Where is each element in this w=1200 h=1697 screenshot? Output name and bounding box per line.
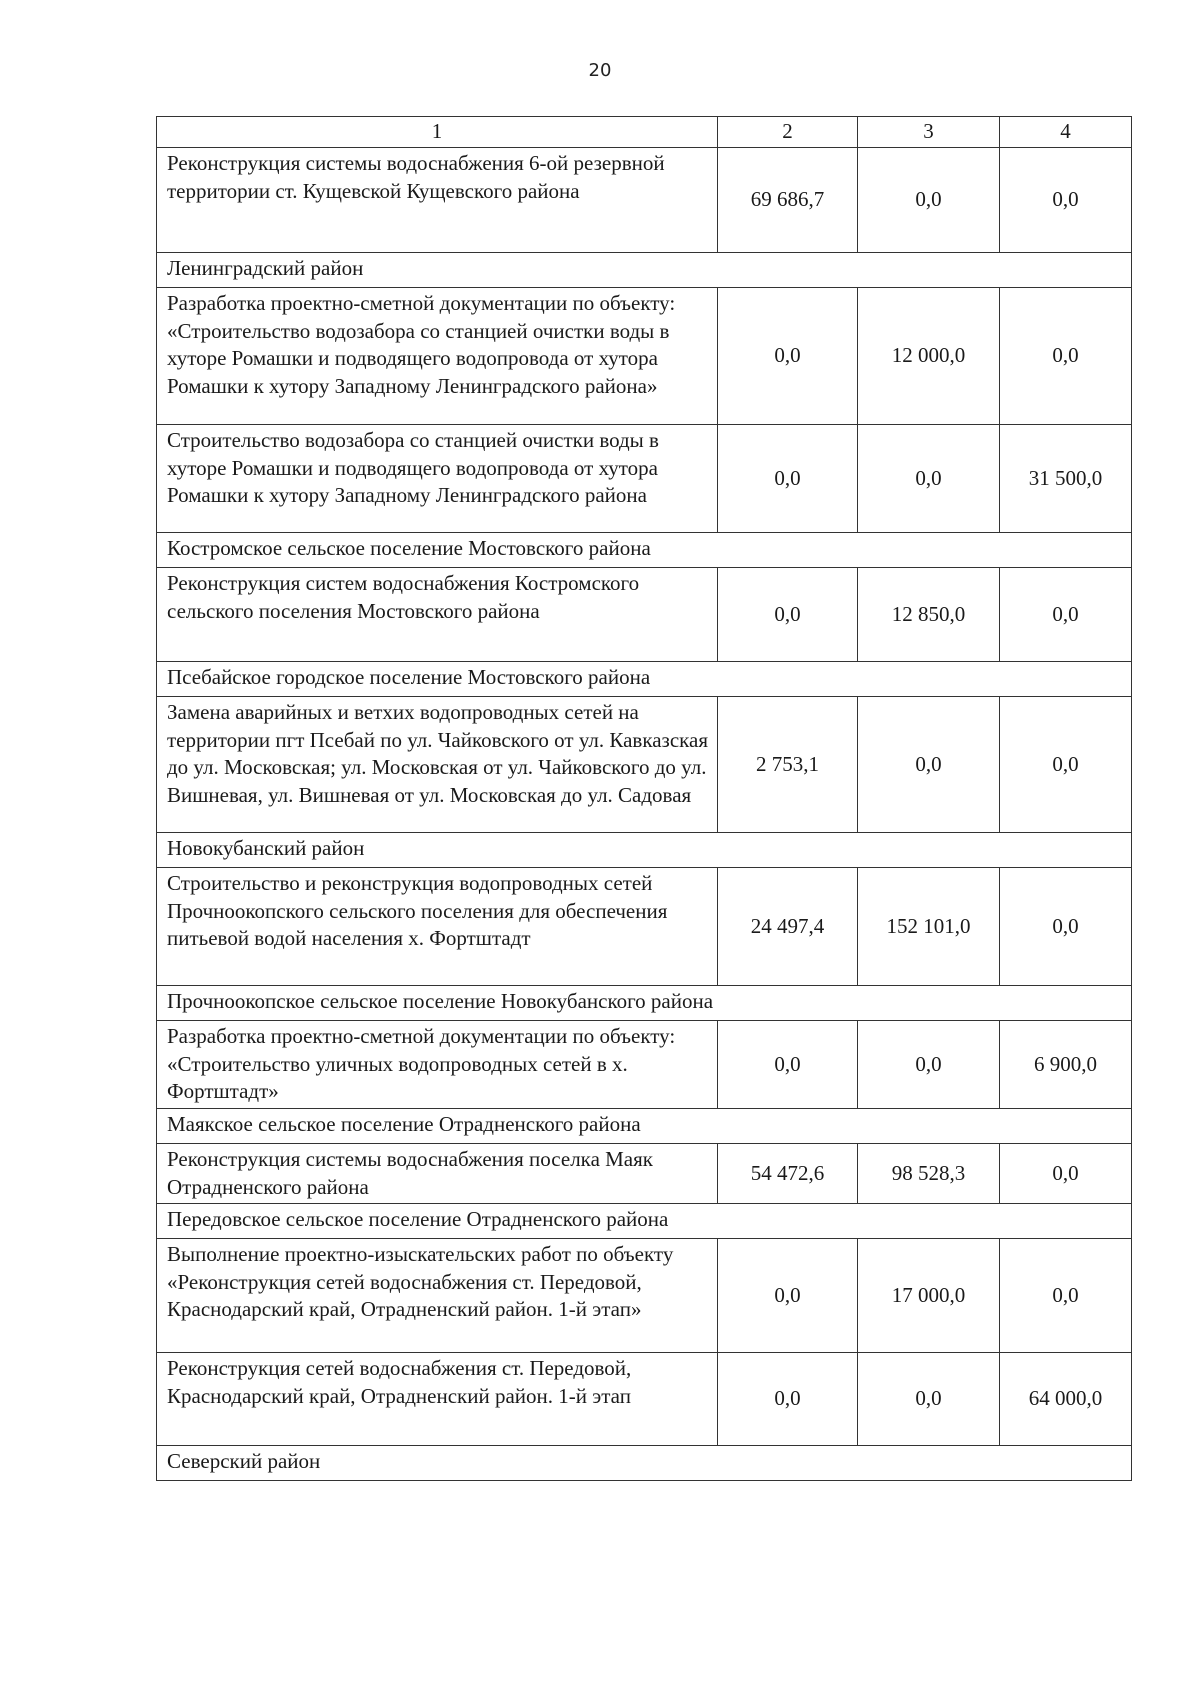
value-col-4-cell: 0,0 [1000, 697, 1132, 833]
section-title: Ленинградский район [157, 253, 1132, 288]
value-col-2-cell: 2 753,1 [718, 697, 858, 833]
item-name-cell: Реконструкция систем водоснабжения Костромского сельского поселения Мостовского района [157, 568, 718, 662]
value-col-2-cell: 0,0 [718, 1239, 858, 1353]
column-header-3: 3 [858, 117, 1000, 148]
value-col-3-cell: 0,0 [858, 697, 1000, 833]
value-col-4-cell: 0,0 [1000, 288, 1132, 425]
item-name-cell: Разработка проектно-сметной документации по объекту: «Строительство водозабора со станцией очистки воды в хуторе Ромашки и подводящего водопровода от хутора Ромашки к хутору Западному Ленинградского района» [157, 288, 718, 425]
section-title: Передовское сельское поселение Отрадненского района [157, 1204, 1132, 1239]
table-row [157, 1021, 1132, 1109]
table-row [157, 425, 1132, 533]
column-header-2: 2 [718, 117, 858, 148]
value-col-2-cell: 0,0 [718, 568, 858, 662]
item-name-cell: Реконструкция системы водоснабжения поселка Маяк Отрадненского района [157, 1144, 718, 1204]
value-col-2-cell: 0,0 [718, 288, 858, 425]
item-name-cell: Строительство водозабора со станцией очистки воды в хуторе Ромашки и подводящего водопровода от хутора Ромашки к хутору Западному Ленинградского района [157, 425, 718, 533]
section-row [157, 253, 1132, 288]
item-name-cell: Реконструкция сетей водоснабжения ст. Передовой, Краснодарский край, Отрадненский район. 1-й этап [157, 1353, 718, 1446]
page-number: 20 [588, 60, 612, 81]
value-col-3-cell: 0,0 [858, 1353, 1000, 1446]
section-row [157, 833, 1132, 868]
section-title: Прочноокопское сельское поселение Новокубанского района [157, 986, 1132, 1021]
section-title: Маякское сельское поселение Отрадненского района [157, 1109, 1132, 1144]
value-col-3-cell: 98 528,3 [858, 1144, 1000, 1204]
section-title: Северский район [157, 1446, 1132, 1481]
table-row [157, 288, 1132, 425]
section-title: Новокубанский район [157, 833, 1132, 868]
table-row [157, 1353, 1132, 1446]
value-col-3-cell: 0,0 [858, 148, 1000, 253]
section-row [157, 1109, 1132, 1144]
item-name-cell: Замена аварийных и ветхих водопроводных сетей на территории пгт Псебай по ул. Чайковского от ул. Кавказская до ул. Московская; ул. Московская от ул. Чайковского до ул. Вишневая, ул. Вишневая от ул. Московская до ул. Садовая [157, 697, 718, 833]
item-name-cell: Строительство и реконструкция водопроводных сетей Прочноокопского сельского поселения для обеспечения питьевой водой населения х. Фортштадт [157, 868, 718, 986]
value-col-4-cell: 64 000,0 [1000, 1353, 1132, 1446]
value-col-3-cell: 0,0 [858, 425, 1000, 533]
value-col-4-cell: 0,0 [1000, 1144, 1132, 1204]
value-col-3-cell: 152 101,0 [858, 868, 1000, 986]
item-name-cell: Разработка проектно-сметной документации по объекту: «Строительство уличных водопроводных сетей в х. Фортштадт» [157, 1021, 718, 1109]
value-col-3-cell: 12 850,0 [858, 568, 1000, 662]
section-title: Псебайское городское поселение Мостовского района [157, 662, 1132, 697]
value-col-4-cell: 0,0 [1000, 868, 1132, 986]
value-col-3-cell: 0,0 [858, 1021, 1000, 1109]
value-col-2-cell: 0,0 [718, 1021, 858, 1109]
value-col-4-cell: 0,0 [1000, 148, 1132, 253]
section-row [157, 986, 1132, 1021]
value-col-4-cell: 6 900,0 [1000, 1021, 1132, 1109]
section-row [157, 662, 1132, 697]
value-col-4-cell: 0,0 [1000, 1239, 1132, 1353]
section-row [157, 533, 1132, 568]
column-header-4: 4 [1000, 117, 1132, 148]
table-row [157, 1239, 1132, 1353]
table-row [157, 148, 1132, 253]
table-row [157, 1144, 1132, 1204]
value-col-4-cell: 0,0 [1000, 568, 1132, 662]
table-header-row [157, 117, 1132, 148]
table-row [157, 697, 1132, 833]
value-col-3-cell: 12 000,0 [858, 288, 1000, 425]
section-row [157, 1446, 1132, 1481]
value-col-2-cell: 69 686,7 [718, 148, 858, 253]
budget-table [156, 116, 1132, 1481]
table-row [157, 868, 1132, 986]
value-col-2-cell: 54 472,6 [718, 1144, 858, 1204]
section-title: Костромское сельское поселение Мостовского района [157, 533, 1132, 568]
section-row [157, 1204, 1132, 1239]
item-name-cell: Выполнение проектно-изыскательских работ по объекту «Реконструкция сетей водоснабжения ст. Передовой, Краснодарский край, Отрадненский район. 1-й этап» [157, 1239, 718, 1353]
value-col-2-cell: 0,0 [718, 425, 858, 533]
table-row [157, 568, 1132, 662]
item-name-cell: Реконструкция системы водоснабжения 6-ой резервной территории ст. Кущевской Кущевского района [157, 148, 718, 253]
value-col-3-cell: 17 000,0 [858, 1239, 1000, 1353]
value-col-4-cell: 31 500,0 [1000, 425, 1132, 533]
value-col-2-cell: 24 497,4 [718, 868, 858, 986]
column-header-1: 1 [157, 117, 718, 148]
value-col-2-cell: 0,0 [718, 1353, 858, 1446]
